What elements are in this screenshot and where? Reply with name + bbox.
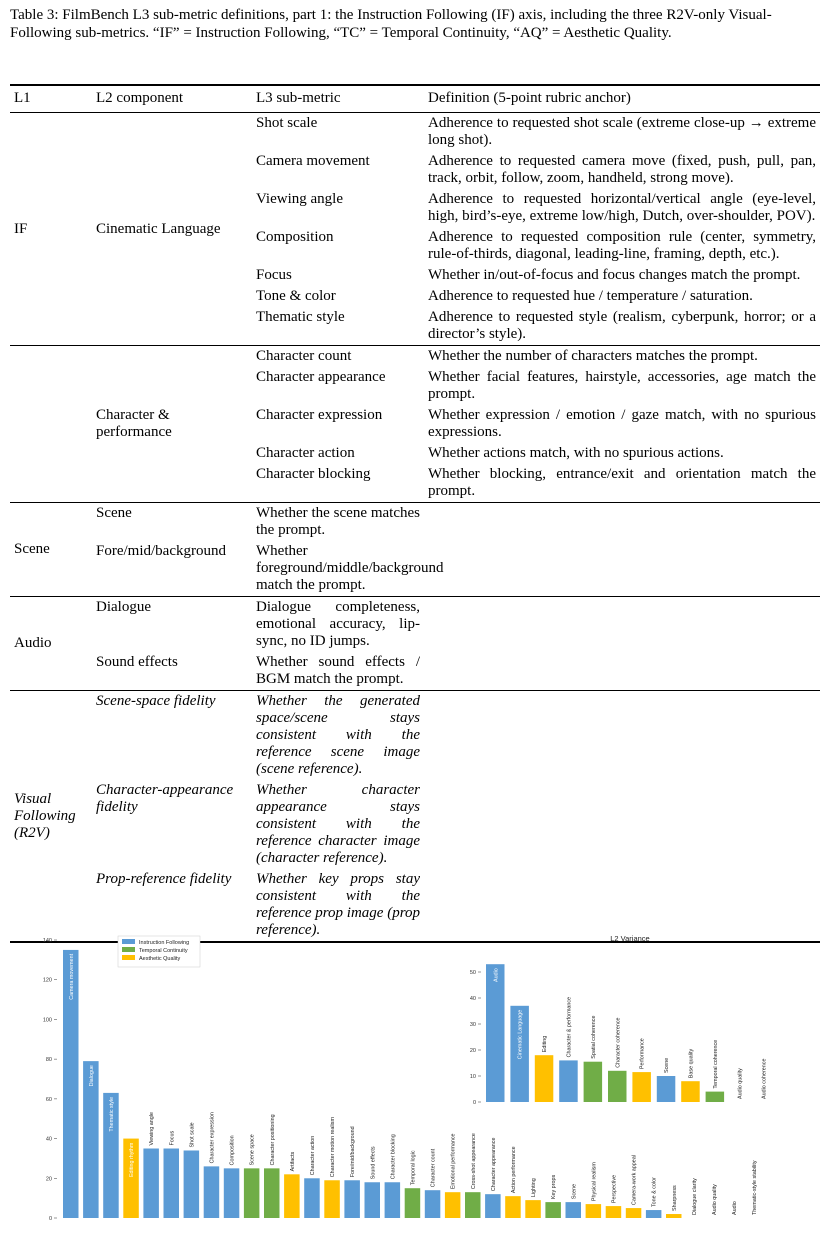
definition-cell: Adherence to requested camera move (fixed, push, pull, pan, track, orbit, follow, zoom, handheld, strong move). — [428, 153, 816, 186]
main-bar — [425, 1190, 441, 1218]
definition-cell: Whether the scene matches the prompt. — [256, 505, 420, 538]
main-bar-label: Scene — [571, 1183, 578, 1200]
table-row — [10, 780, 820, 869]
definition-cell: Whether expression / emotion / gaze match, with no spurious expressions. — [428, 407, 816, 440]
main-bar-label: Audio — [732, 1201, 739, 1215]
main-bar-label: Dialogue clarity — [691, 1178, 698, 1215]
l3-cell: Character expression — [256, 407, 383, 423]
definition-cell: Whether actions match, with no spurious actions. — [428, 445, 724, 461]
header-l3: L3 sub-metric — [256, 90, 341, 106]
main-bar — [666, 1214, 682, 1218]
main-bar — [405, 1188, 421, 1218]
l3-cell: Viewing angle — [256, 191, 343, 207]
main-y-tick-label: 0 — [48, 1216, 52, 1222]
main-bar-label: Character motion realism — [330, 1117, 337, 1178]
main-bar — [164, 1149, 180, 1219]
variance-figure — [0, 920, 823, 1233]
legend-label: Instruction Following — [139, 940, 190, 946]
l2-cell: Visual Following (R2V) — [14, 790, 76, 841]
main-bar — [606, 1206, 622, 1218]
caption-text: Table 3: FilmBench L3 sub-metric definitions, part 1: the Instruction Following (IF) axis, including the three R2V-only Visual-Following sub-metrics. “IF” = Instruction Following, “TC” = Temporal Continuity, “AQ” = Aesthetic Quality. — [10, 7, 772, 41]
main-bar — [465, 1192, 481, 1218]
main-bar-label: Character count — [430, 1148, 437, 1188]
header-l1: L1 — [14, 90, 31, 106]
main-bar — [143, 1149, 159, 1219]
legend-swatch — [122, 955, 135, 960]
main-bar-label: Audio quality — [711, 1184, 718, 1215]
definition-cell: Whether blocking, entrance/exit and orientation match the prompt. — [428, 466, 816, 499]
variance-chart-svg — [0, 920, 823, 1233]
main-bar-label: Dialogue — [88, 1065, 95, 1087]
l3-cell: Composition — [256, 229, 334, 245]
inset-y-tick-label: 50 — [469, 970, 476, 976]
legend-label: Temporal Continuity — [139, 948, 188, 954]
inset-bar-label: Audio — [493, 968, 500, 982]
inset-bar — [535, 1055, 554, 1102]
main-bar-label: Key props — [551, 1174, 558, 1200]
definition-cell: Whether key props stay consistent with the reference prop image (prop reference). — [256, 871, 420, 938]
main-bar-label: Fore/mid/background — [350, 1126, 357, 1178]
main-y-tick-label: 80 — [45, 1057, 52, 1064]
main-bar — [385, 1182, 401, 1218]
header-l2: L2 component — [96, 90, 184, 106]
l1-cell: IF — [14, 220, 28, 237]
definition-cell: Whether foreground/middle/background match the prompt. — [256, 543, 444, 593]
definition-cell: Adherence to requested horizontal/vertical angle (eye-level, high, bird’s-eye, extreme low/high, Dutch, over-shoulder, POV). — [428, 191, 816, 224]
inset-y-tick-label: 30 — [469, 1022, 476, 1028]
definition-cell: Whether character appearance stays consistent with the reference character image (character reference). — [256, 782, 420, 866]
l3-cell: Focus — [256, 267, 292, 283]
definition-cell: Whether in/out-of-focus and focus changes match the prompt. — [428, 267, 801, 283]
l2-cell: Audio — [14, 635, 52, 651]
main-bar — [365, 1182, 381, 1218]
l1-empty-cell — [10, 346, 92, 503]
main-bar-label: Viewing angle — [149, 1112, 156, 1146]
l3-cell: Thematic style — [256, 309, 345, 325]
group-cinematic-language — [10, 113, 820, 346]
l3-cell: Prop-reference fidelity — [96, 871, 232, 887]
inset-bar-label: Performance — [639, 1038, 646, 1070]
table-row — [10, 691, 820, 781]
inset-bar-label: Audio quality — [737, 1068, 744, 1099]
main-bar — [244, 1168, 260, 1218]
main-bar — [485, 1194, 501, 1218]
l3-cell: Character action — [256, 445, 355, 461]
definition-cell: Adherence to requested hue / temperature / saturation. — [428, 288, 753, 304]
main-bar — [525, 1200, 541, 1218]
table-row — [10, 541, 820, 597]
inset-bar-label: Editing — [542, 1035, 549, 1053]
main-bar-label: Thematic-style stability — [752, 1160, 759, 1215]
main-bar-label: Thematic style — [108, 1096, 115, 1132]
main-bar-label: Composition — [229, 1135, 236, 1166]
table-row — [10, 113, 820, 152]
table-row — [10, 597, 820, 653]
main-bar-label: Character blocking — [390, 1134, 397, 1180]
main-y-tick-label: 60 — [45, 1096, 52, 1103]
inset-bar-label: Character & performance — [566, 996, 573, 1058]
main-bar — [344, 1180, 360, 1218]
inset-bar — [632, 1072, 651, 1102]
main-bar-label: Shot scale — [189, 1122, 196, 1148]
main-bar-label: Cross-shot appearance — [470, 1133, 477, 1190]
l3-cell: Scene — [96, 505, 132, 521]
definition-cell: Whether the number of characters matches the prompt. — [428, 348, 758, 364]
inset-bar-label: Audio coherence — [761, 1058, 768, 1099]
main-y-tick-label: 120 — [42, 977, 52, 984]
inset-bar-label: Spatial coherence — [590, 1015, 597, 1059]
main-bar — [284, 1174, 300, 1218]
inset-bar-label: Scene — [664, 1057, 671, 1073]
main-bar-label: Tone & color — [651, 1177, 658, 1208]
main-bar-label: Focus — [169, 1130, 176, 1146]
main-bar-label: Editing rhythm — [129, 1142, 136, 1178]
definition-cell: Whether facial features, hairstyle, accessories, age match the prompt. — [428, 369, 816, 402]
main-bar-label: Temporal logic — [410, 1150, 417, 1186]
main-bar-label: Sound effects — [370, 1146, 377, 1180]
inset-bar — [657, 1076, 676, 1102]
l3-cell: Scene-space fidelity — [96, 693, 216, 709]
table-row — [10, 652, 820, 691]
main-bar-label: Character action — [309, 1135, 316, 1176]
main-bar-label: Perspective — [611, 1174, 618, 1204]
l3-cell: Character blocking — [256, 466, 371, 482]
table-caption — [10, 6, 815, 42]
l3-cell: Character appearance — [256, 369, 386, 385]
l3-cell: Fore/mid/background — [96, 543, 226, 559]
main-bar — [224, 1168, 240, 1218]
definition-cell: Adherence to requested composition rule (center, symmetry, rule-of-thirds, diagonal, leading-line, framing, depth, etc.). — [428, 229, 816, 262]
inset-y-tick-label: 0 — [472, 1100, 476, 1106]
main-bar-label: Character appearance — [490, 1137, 497, 1192]
l3-cell: Camera movement — [256, 153, 370, 169]
main-bar-label: Emotional performance — [450, 1133, 457, 1190]
definition-cell: Whether the generated space/scene stays consistent with the reference scene image (scene reference). — [256, 693, 420, 777]
inset-bar-label: Base quality — [688, 1048, 695, 1079]
main-bar-label: Artifacts — [289, 1151, 296, 1172]
header-definition: Definition (5-point rubric anchor) — [428, 90, 631, 106]
group-audio — [10, 597, 820, 691]
l2-cell: Cinematic Language — [96, 220, 221, 237]
definition-cell: Adherence to requested style (realism, cyberpunk, horror; or a director’s style). — [428, 309, 816, 342]
main-bar — [184, 1150, 200, 1218]
main-bar-label: Camera-work appeal — [631, 1155, 638, 1206]
inset-title: L2 Variance — [610, 934, 650, 943]
main-bar-label: Camera movement — [68, 953, 75, 1000]
main-bar — [304, 1178, 320, 1218]
main-bar — [505, 1196, 521, 1218]
l3-cell: Dialogue — [96, 599, 151, 615]
l2-cell: Scene — [14, 541, 50, 557]
main-bar — [586, 1204, 602, 1218]
inset-y-tick-label: 40 — [469, 996, 476, 1002]
main-bar — [204, 1166, 220, 1218]
l3-cell: Character count — [256, 348, 352, 364]
l3-cell: Tone & color — [256, 288, 336, 304]
main-y-tick-label: 140 — [42, 938, 52, 944]
main-y-tick-label: 20 — [45, 1176, 52, 1183]
inset-bar — [681, 1081, 700, 1102]
main-bar-label: Physical realism — [591, 1162, 598, 1202]
main-bar — [646, 1210, 662, 1218]
main-bar — [264, 1168, 280, 1218]
definition-cell: Dialogue completeness, emotional accuracy, lip-sync, no ID jumps. — [256, 599, 420, 649]
main-y-tick-label: 100 — [42, 1017, 52, 1024]
main-bar — [545, 1202, 561, 1218]
inset-bar — [706, 1092, 725, 1102]
inset-bar — [584, 1062, 603, 1102]
inset-y-tick-label: 10 — [469, 1074, 476, 1080]
main-bar-label: Character positioning — [269, 1114, 276, 1166]
main-bar — [445, 1192, 461, 1218]
main-bar-label: Character expression — [209, 1112, 216, 1164]
main-bar-label: Scene space — [249, 1134, 256, 1166]
l2-cell: Character & performance — [96, 407, 172, 440]
legend-swatch — [122, 939, 135, 944]
inset-bar — [559, 1060, 578, 1102]
main-bar-label: Lighting — [531, 1178, 538, 1198]
group-character-performance — [10, 346, 820, 503]
definitions-table — [10, 84, 820, 943]
main-bar-label: Sharpness — [671, 1185, 678, 1212]
inset-bar — [486, 964, 505, 1102]
definition-cell: Whether sound effects / BGM match the prompt. — [256, 654, 420, 687]
main-bar — [626, 1208, 642, 1218]
main-bar — [566, 1202, 582, 1218]
l3-cell: Sound effects — [96, 654, 178, 670]
l3-cell: Shot scale — [256, 115, 318, 131]
group-scene — [10, 503, 820, 597]
inset-bar — [608, 1071, 627, 1102]
inset-bar-label: Character coherence — [615, 1017, 622, 1068]
main-bar-label: Action performance — [510, 1146, 517, 1194]
inset-y-tick-label: 20 — [469, 1048, 476, 1054]
main-y-tick-label: 40 — [45, 1136, 52, 1143]
l3-cell: Character-appearance fidelity — [96, 782, 234, 815]
table-row — [10, 503, 820, 542]
table-row — [10, 346, 820, 368]
inset-bar-label: Cinematic Language — [517, 1009, 524, 1060]
definition-cell: Adherence to requested shot scale (extreme close-up → extreme long shot). — [428, 115, 816, 148]
group-visual-following — [10, 691, 820, 943]
table-header-row — [10, 85, 820, 113]
main-bar — [324, 1180, 340, 1218]
legend-label: Aesthetic Quality — [139, 956, 181, 962]
legend-swatch — [122, 947, 135, 952]
inset-bar-label: Temporal coherence — [712, 1039, 719, 1089]
